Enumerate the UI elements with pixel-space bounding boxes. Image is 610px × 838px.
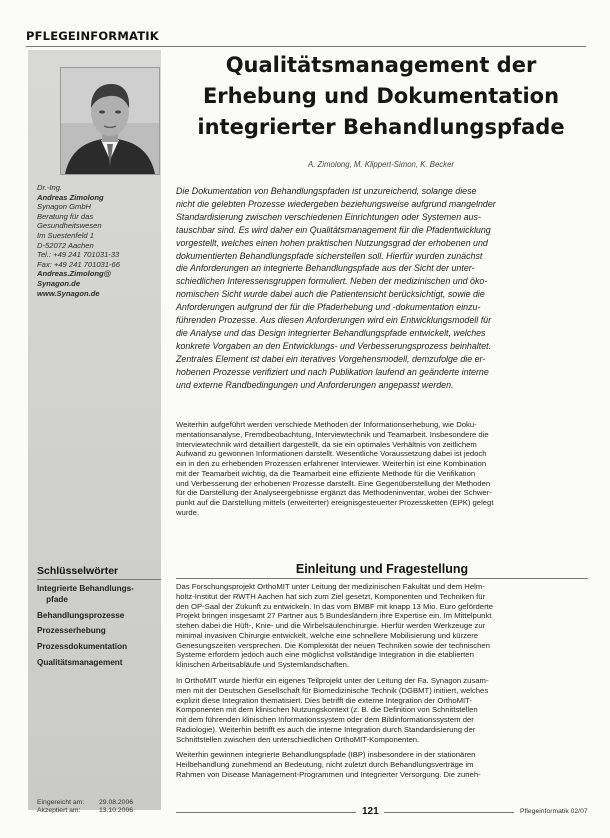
keywords-list xyxy=(37,583,161,673)
abstract-line: nomischen Sicht wurde dabei auch die Patientensicht berücksichtigt, sowie die xyxy=(176,289,485,300)
author-portrait xyxy=(61,68,159,174)
intro-line: minimal invasiven Chirurgie entwickelt, welche eine schnellere Mobilisierung und kürzere xyxy=(176,630,479,640)
methods-line: punkt auf die Darstellung mittels (erweiterter) ereignisgesteuerter Prozessketten (EPK) gelegt xyxy=(176,498,494,507)
issue-label: Pflegeinformatik 02/07 xyxy=(520,808,588,815)
intro-line: klinischen Arbeitsabläufe und Systemlandschaften. xyxy=(176,660,350,669)
author-email-2: Synagon.de xyxy=(37,278,81,288)
methods-line: Aufwand zu gewonnen Informationen darstellt. Wesentliche Voraussetzung dabei ist jedoch xyxy=(176,449,487,459)
abstract-line: Die Dokumentation von Behandlungspfaden ist unzureichend, solange diese xyxy=(176,186,477,196)
methods-line: wurde. xyxy=(176,507,200,517)
intro-line: Radiologie). Weiterhin betrifft es auch die interne Integration durch Standardisierung der xyxy=(176,724,476,734)
title-line-3: integrierter Behandlungspfade xyxy=(197,115,565,139)
author-website: www.Synagon.de xyxy=(37,288,100,298)
abstract-line: hobenen Prozesse verifiziert und nach Publikation laufend an geänderte interne xyxy=(176,366,489,377)
author-company-desc-1: Beratung für das xyxy=(37,211,94,221)
intro-line: Genesungszeiten versprechen. Die Komplexität der neuen Techniken sowie der technischen xyxy=(176,640,490,650)
keywords-rule xyxy=(37,579,161,580)
accepted-label: Akzeptiert am: xyxy=(37,807,81,815)
abstract-line: schiedlichen Interessensgruppen formuliert. Neben der medizinischen und öko- xyxy=(176,276,488,287)
intro-line: In OrthoMIT wurde hierfür ein eigenes Teilprojekt unter der Leitung der Fa. Synagon zusam- xyxy=(176,676,489,685)
abstract-line: nicht die gelebten Prozesse wiedergeben beziehungsweise aufgrund mangelnder xyxy=(176,198,496,209)
section-rule xyxy=(26,46,586,47)
section-heading: Einleitung und Fragestellung xyxy=(295,562,469,576)
methods-line: für die Darstellung der Analyseergebnisse ergänzt das Methodeninventar, wobei der Schwer- xyxy=(176,488,492,498)
intro-line: Schnittstellen zwischen den unterschiedlichen OrthoMIT-Komponenten. xyxy=(176,734,420,744)
intro-paragraph-2 xyxy=(176,676,588,744)
keyword-item: Qualitätsmanagement xyxy=(37,657,123,667)
author-fax: Fax: +49 241 701031-66 xyxy=(37,259,120,269)
abstract-line: die Analyse und das Design integrierter Behandlungspfade entwickelt, welches xyxy=(176,327,486,338)
title-line-2: Erhebung und Dokumentation xyxy=(202,84,560,108)
intro-line: explizit diese Integration thematisiert. Dies betrifft die externe Integration der OrthoMIT- xyxy=(176,695,472,705)
title-line-1: Qualitätsmanagement der xyxy=(225,53,537,77)
keyword-item: Prozessdokumentation xyxy=(37,642,128,652)
abstract-line: Zentrales Element ist dabei ein iteratives Vorgehensmodell, demzufolge die er- xyxy=(176,353,486,364)
received-label: Eingereicht am: xyxy=(37,799,85,806)
methods-line: Interviewtechnik wird detailliert dargestellt, da sie ein optimales Verhältnis von zeitlichem xyxy=(176,439,477,449)
author-phone: Tel.: +49 241 701031-33 xyxy=(37,250,120,260)
accepted-row xyxy=(37,807,161,815)
page-number: 121 xyxy=(362,806,379,817)
abstract-line: Anforderungen aufgrund der für die Pfaderhebung und -dokumentation einzu- xyxy=(176,302,481,313)
intro-line: Das Forschungsprojekt OrthoMIT unter Leitung der medizinischen Fakultät und dem Helm- xyxy=(176,582,485,591)
author-name: Andreas Zimolong xyxy=(37,192,104,202)
author-email-1: Andreas.Zimolong@ xyxy=(37,269,112,279)
intro-line: holtz-Institut der RWTH Aachen hat sich zum Ziel gesetzt, Komponenten und Techniken für xyxy=(176,591,486,601)
abstract xyxy=(176,185,588,392)
intro-line: Rahmen von Disease Management-Programmen und Integrierter Versorgung. Die zuneh- xyxy=(176,769,481,779)
author-city: D-52072 Aachen xyxy=(37,240,94,250)
author-company: Synagon GmbH xyxy=(37,202,92,212)
author-title: Dr.-Ing. xyxy=(37,183,63,192)
abstract-line: führenden Prozesse. Aus diesen Anforderungen wird ein Entwicklungsmodell für xyxy=(176,315,492,326)
methods-line: mentationsanalyse, Fremdbeobachtung, Interviewtechnik und Teamarbeit. Insbesondere die xyxy=(176,429,489,439)
intro-line: stehen dabei die Hüft-, Knie- und die Wirbelsäulenchirurgie. Hierfür werden Werkzeuge zur xyxy=(176,621,486,630)
intro-line: Projekt bringen insgesamt 27 Partner aus 5 Bundesländern ihre Expertise ein. Im Mittelpunkt xyxy=(176,611,492,621)
footer-rule-right xyxy=(384,812,514,813)
footer-rule-left xyxy=(176,812,356,813)
intro-line: Heilbehandlung zunehmend an Bedeutung, nicht zuletzt durch Behandlungsverträge im xyxy=(176,759,474,769)
abstract-line: dokumentierten Behandlungspfade sicherstellen soll. Hierfür wurden zunächst xyxy=(176,250,483,261)
section-heading-rule xyxy=(176,578,588,579)
keywords-heading: Schlüsselwörter xyxy=(37,565,119,577)
abstract-line: und externe Randbedingungen und Anforderungen angepasst werden. xyxy=(176,379,454,390)
methods-line: mit der Teamarbeit wichtig, da die Teamarbeit eine effiziente Methode für die Verifikation xyxy=(176,468,476,478)
abstract-line: vorgestellt, welches einen hohen praktischen Nutzungsgrad der erhobenen und xyxy=(176,237,488,248)
intro-line: den OP-Saal der Zukunft zu entwickeln. In das vom BMBF mit knapp 13 Mio. Euro geförderte xyxy=(176,601,494,611)
keyword-item: Behandlungsprozesse xyxy=(37,610,125,620)
intro-paragraph-1 xyxy=(176,582,588,670)
methods-paragraph xyxy=(176,420,588,518)
keyword-item: Prozesserhebung xyxy=(37,626,106,636)
abstract-line: konkrete Vorgaben an den Entwicklungs- und Verbesserungsprozess beinhaltet. xyxy=(176,340,492,351)
article-title xyxy=(176,50,586,143)
intro-line: mit dem führenden klinischen Informationssystem oder dem Bildinformationssystem der xyxy=(176,715,474,724)
author-contact xyxy=(37,183,159,298)
intro-paragraph-3 xyxy=(176,750,588,779)
methods-line: und Verbesserung der erhobenen Prozesse darstellt. Eine Gegenüberstellung der Methoden xyxy=(176,478,491,488)
author-photo xyxy=(60,67,160,175)
author-company-desc-2: Gesundheitswesen xyxy=(37,221,102,231)
intro-line: men mit der Deutschen Gesellschaft für Biomedizinische Technik (DGBMT) initiiert, welches xyxy=(176,685,489,695)
article-authors: A. Zimolong, M. Klippert-Simon, K. Becker xyxy=(307,160,455,169)
abstract-line: die Anforderungen an integrierte Behandlungspfade aus der Sicht der unter- xyxy=(176,263,475,274)
author-street: Im Suestenfeld 1 xyxy=(37,230,94,240)
methods-line: Weiterhin aufgeführt werden verschiede Methoden der Informationserhebung, wie Doku- xyxy=(176,420,477,429)
accepted-value: 13.10.2006 xyxy=(99,807,134,815)
received-value: 29.08.2006 xyxy=(99,799,134,806)
methods-line: ein in den zu erhebenden Prozessen erfahrener Interviewer. Weiterhin ist eine Kombination xyxy=(176,459,487,468)
abstract-line: Standardisierung zwischen verschiedenen Einrichtungen oder Systemen aus- xyxy=(176,211,481,222)
section-tag: PFLEGEINFORMATIK xyxy=(26,29,159,43)
keyword-item: Integrierte Behandlungs- pfade xyxy=(37,584,134,605)
submission-dates xyxy=(37,799,161,816)
intro-line: Weiterhin gewinnen integrierte Behandlungspfade (IBP) insbesondere in der stationären xyxy=(176,750,476,759)
received-row xyxy=(37,799,161,807)
intro-line: Systeme erfordern jedoch auch eine möglichst vollständige Integration in die etablierten xyxy=(176,650,474,660)
intro-line: Komponenten mit dem klinischen Nutzungskontext (z. B. die Definition von Schnittstellen xyxy=(176,705,478,715)
abstract-line: tauschbar sind. Es wird daher ein Qualitätsmanagement für die Pfadentwicklung xyxy=(176,224,491,235)
